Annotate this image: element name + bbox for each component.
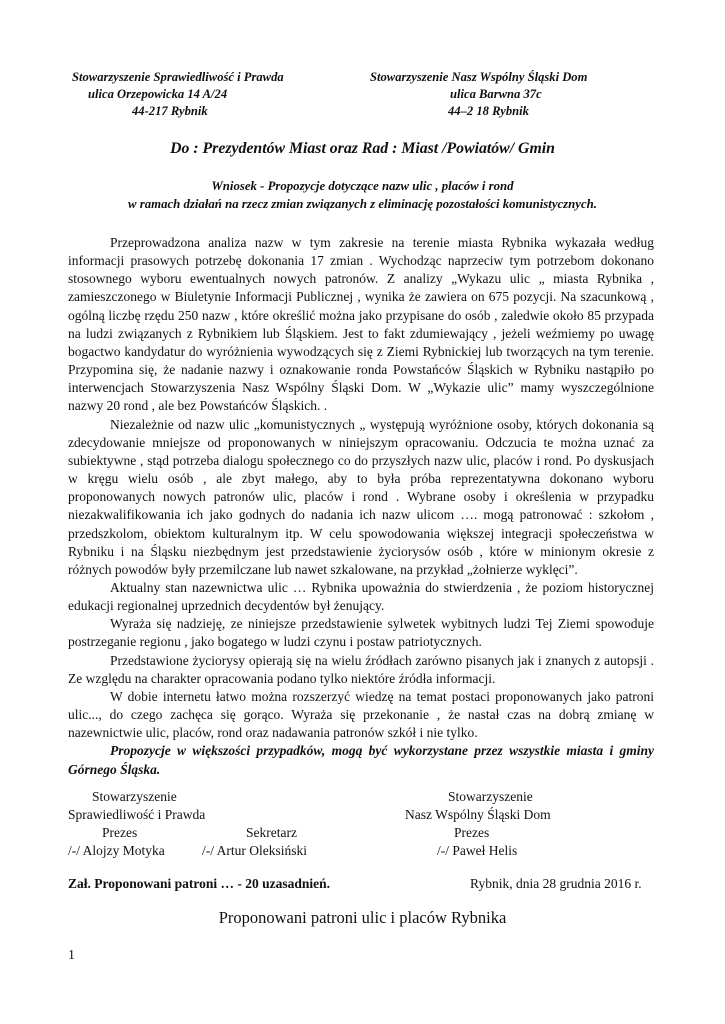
signature-left-org2: Sprawiedliwość i Prawda — [68, 807, 206, 822]
subject — [0, 178, 725, 213]
signature-left-name1: /-/ Alojzy Motyka — [68, 843, 165, 858]
body-paragraph-3: Aktualny stan nazewnictwa ulic … Rybnika upoważnia do stwierdzenia , że poziom historycznej edukacji regionalnej uprzednich decydentów był żenujący. — [68, 579, 654, 614]
signature-left-role2: Sekretarz — [246, 825, 297, 840]
recipient-line: Do : Prezydentów Miast oraz Rad : Miast /Powiatów/ Gmin — [170, 140, 555, 157]
sender-left-org: Stowarzyszenie Sprawiedliwość i Prawda — [72, 70, 284, 84]
signature-right-role: Prezes — [454, 825, 490, 840]
signature-right-name: /-/ Paweł Helis — [437, 843, 518, 858]
body-paragraph-4: Wyraża się nadzieję, ze niniejsze przedstawienie sylwetek wybitnych ludzi Tej Ziemi spowoduje postrzeganie regionu , jako bogatego w ludzi czynu i postaw patriotycznych. — [68, 616, 654, 650]
body-paragraph-2: Niezależnie od nazw ulic „komunistycznych „ występują wyróżnione osoby, których dokonania są zdecydowanie mniejsze od proponowanych w niniejszym opracowaniu. Odczucia te można uznać za subiektywne , stąd potrzeba dialogu społecznego co do przyszłych nazw ulic, placów i rond. Po dyskusjach w kręgu wielu osób , ale zbyt małego, aby to była próba reprezentatywna dokonano wyboru proponowanych nowych patronów ulic, placów i rond . Wybrane osoby i określenia w przypadku niezakwalifikowania ich jako godnych do nadania ich nazw ulicom …. mogą patronować : szkołom , przedszkolom, obiektom kulturalnym itp. W celu spowodowania większej integracji społeczeństwa w Rybniku i na Śląsku niezbędnym jest przedstawienie życiorysów osób , które w minionym okresie z różnych powodów były przemilczane lub nawet szkalowane, na przykład „żołnierze wyklęci”. — [68, 416, 654, 577]
sender-right-address — [350, 69, 640, 121]
signature-left-org1: Stowarzyszenie — [92, 789, 177, 804]
subject-line-2: w ramach działań na rzecz zmian związanych z eliminację pozostałości komunistycznych. — [128, 196, 597, 211]
sender-left-city: 44-217 Rybnik — [132, 104, 208, 119]
sender-right-org: Stowarzyszenie Nasz Wspólny Śląski Dom — [370, 70, 588, 84]
page-number: 1 — [68, 948, 75, 963]
signature-left-name2: /-/ Artur Oleksiński — [202, 843, 307, 858]
signature-right-org2: Nasz Wspólny Śląski Dom — [405, 807, 551, 822]
body-paragraph-6: W dobie internetu łatwo można rozszerzyć wiedzę na temat postaci proponowanych jako patroni ulic..., do czego zachęca się gorąco. Wyraża się przekonanie , że nastał czas na dobrą zmianę w nazewnictwie ulic, placów, rond oraz nadawania patronów szkół i nie tylko. — [68, 688, 654, 741]
sender-left-street: ulica Orzepowicka 14 A/24 — [88, 87, 228, 102]
sender-left-address — [54, 69, 354, 121]
sender-right-street: ulica Barwna 37c — [450, 87, 542, 102]
letter-body — [68, 234, 654, 779]
place-and-date: Rybnik, dnia 28 grudnia 2016 r. — [470, 876, 642, 891]
attachment-note: Zał. Proponowani patroni … - 20 uzasadnień. — [68, 876, 331, 891]
body-paragraph-7: Propozycje w większości przypadków, mogą być wykorzystane przez wszystkie miasta i gminy Górnego Śląska. — [68, 743, 654, 777]
subject-line-1: Wniosek - Propozycje dotyczące nazw ulic , placów i rond — [211, 179, 514, 193]
section-title: Proponowani patroni ulic i placów Rybnika — [218, 908, 507, 927]
signature-right-org1: Stowarzyszenie — [448, 789, 533, 804]
body-paragraph-1: Przeprowadzona analiza nazw w tym zakresie na terenie miasta Rybnika wykazała według informacji prasowych potrzebę dokonania 17 zmian . Wychodząc naprzeciw tym potrzebom dokonano stosownego wyboru ewentualnych nowych patronów. Z analizy „Wykazu ulic „ miasta Rybnika , zamieszczonego w Biuletynie Informacji Publicznej , wynika że zawiera on 675 pozycji. Na szacunkową , ogólną liczbę rzędu 250 nazw , które określić można jako przypisane do osób , zaledwie około 85 przypada na ludzi związanych z Rybnikiem lub Śląskiem. Jest to fakt zdumiewający , jeżeli weźmiemy po uwagę bogactwo kandydatur do wyróżnienia wywodzących się z Ziemi Rybnickiej lub tworzących na tym terenie. Przypomina się, że nadanie nazwy i oznakowanie ronda Powstańców Śląskich w Rybniku nastąpiło po interwencjach Stowarzyszenia Nasz Wspólny Śląski Dom. W „Wykazie ulic” mamy wyszczególnione nazwy 20 rond , ale bez Powstańców Śląskich. . — [68, 235, 654, 414]
signature-left-role1: Prezes — [102, 825, 138, 840]
sender-right-city: 44–2 18 Rybnik — [448, 104, 529, 119]
body-paragraph-5: Przedstawione życiorysy opierają się na wielu źródłach zarówno pisanych jak i znanych z autopsji . Ze względu na charakter opracowania podano tylko niektóre źródła informacji. — [68, 652, 654, 686]
